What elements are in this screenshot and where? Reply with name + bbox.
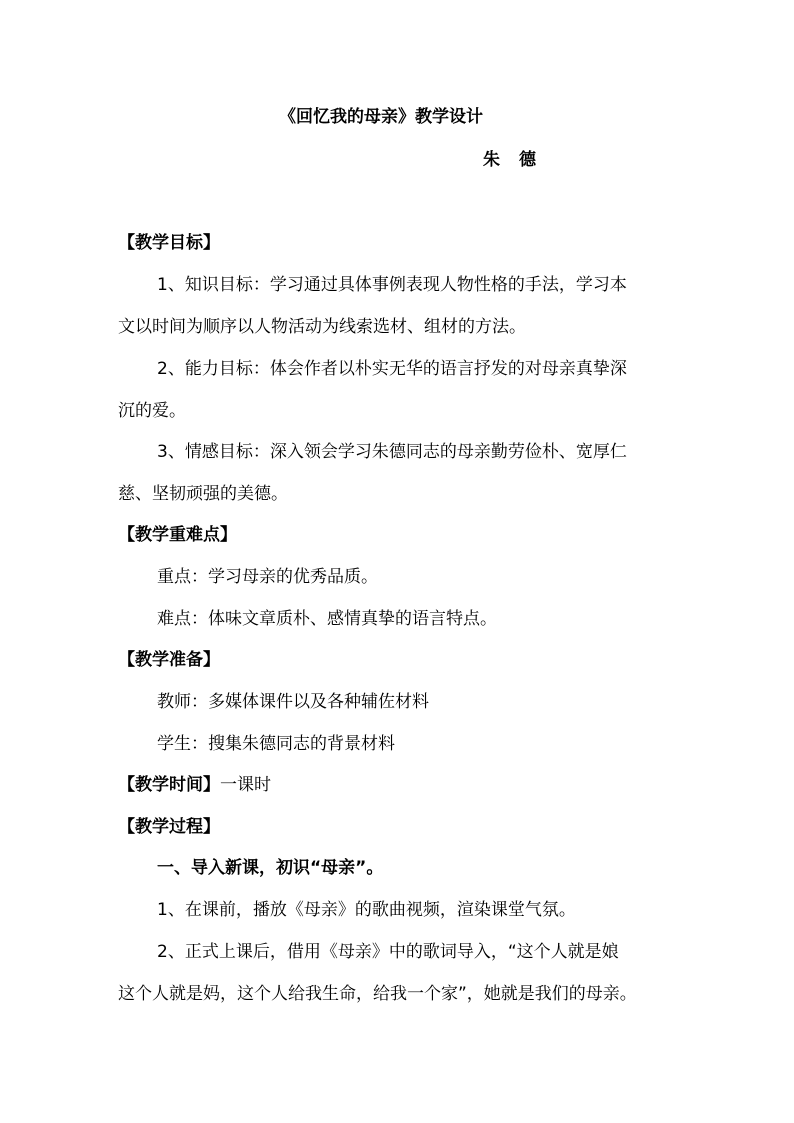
time-heading: 【教学时间】 xyxy=(118,775,220,795)
author-given-name: 德 xyxy=(519,150,536,170)
student-preparation: 学生：搜集朱德同志的背景材料 xyxy=(157,734,395,754)
objectives-heading: 【教学目标】 xyxy=(118,233,220,253)
author-name xyxy=(483,149,536,171)
objective-ability-line2: 沉的爱。 xyxy=(118,401,186,421)
objective-emotion-line2: 慈、坚韧顽强的美德。 xyxy=(118,484,288,504)
author-surname: 朱 xyxy=(483,150,500,170)
preparation-heading: 【教学准备】 xyxy=(118,650,220,670)
time-value: 一课时 xyxy=(220,775,271,795)
objective-ability-line1: 2、能力目标：体会作者以朴实无华的语言抒发的对母亲真挚深 xyxy=(157,359,627,379)
objective-emotion-line1: 3、情感目标：深入领会学习朱德同志的母亲勤劳俭朴、宽厚仁 xyxy=(157,442,627,462)
difficult-point: 难点：体味文章质朴、感情真挚的语言特点。 xyxy=(157,609,497,629)
teacher-preparation: 教师：多媒体课件以及各种辅佐材料 xyxy=(157,692,429,712)
process-step1-item1: 1、在课前，播放《母亲》的歌曲视频，渲染课堂气氛。 xyxy=(157,900,576,920)
time-row xyxy=(118,774,271,796)
key-point: 重点：学习母亲的优秀品质。 xyxy=(157,567,378,587)
process-step1-title: 一、导入新课，初识“母亲”。 xyxy=(157,858,384,878)
objective-knowledge-line2: 文以时间为顺序以人物活动为线索选材、组材的方法。 xyxy=(118,317,526,337)
process-step1-item2-line1: 2、正式上课后，借用《母亲》中的歌词导入，“这个人就是娘 xyxy=(157,942,619,962)
process-heading: 【教学过程】 xyxy=(118,817,220,837)
process-step1-item2-line2: 这个人就是妈，这个人给我生命，给我一个家”，她就是我们的母亲。 xyxy=(118,984,637,1004)
document-title: 《回忆我的母亲》教学设计 xyxy=(279,107,483,127)
objective-knowledge-line1: 1、知识目标：学习通过具体事例表现人物性格的手法，学习本 xyxy=(157,275,627,295)
key-points-heading: 【教学重难点】 xyxy=(118,525,237,545)
